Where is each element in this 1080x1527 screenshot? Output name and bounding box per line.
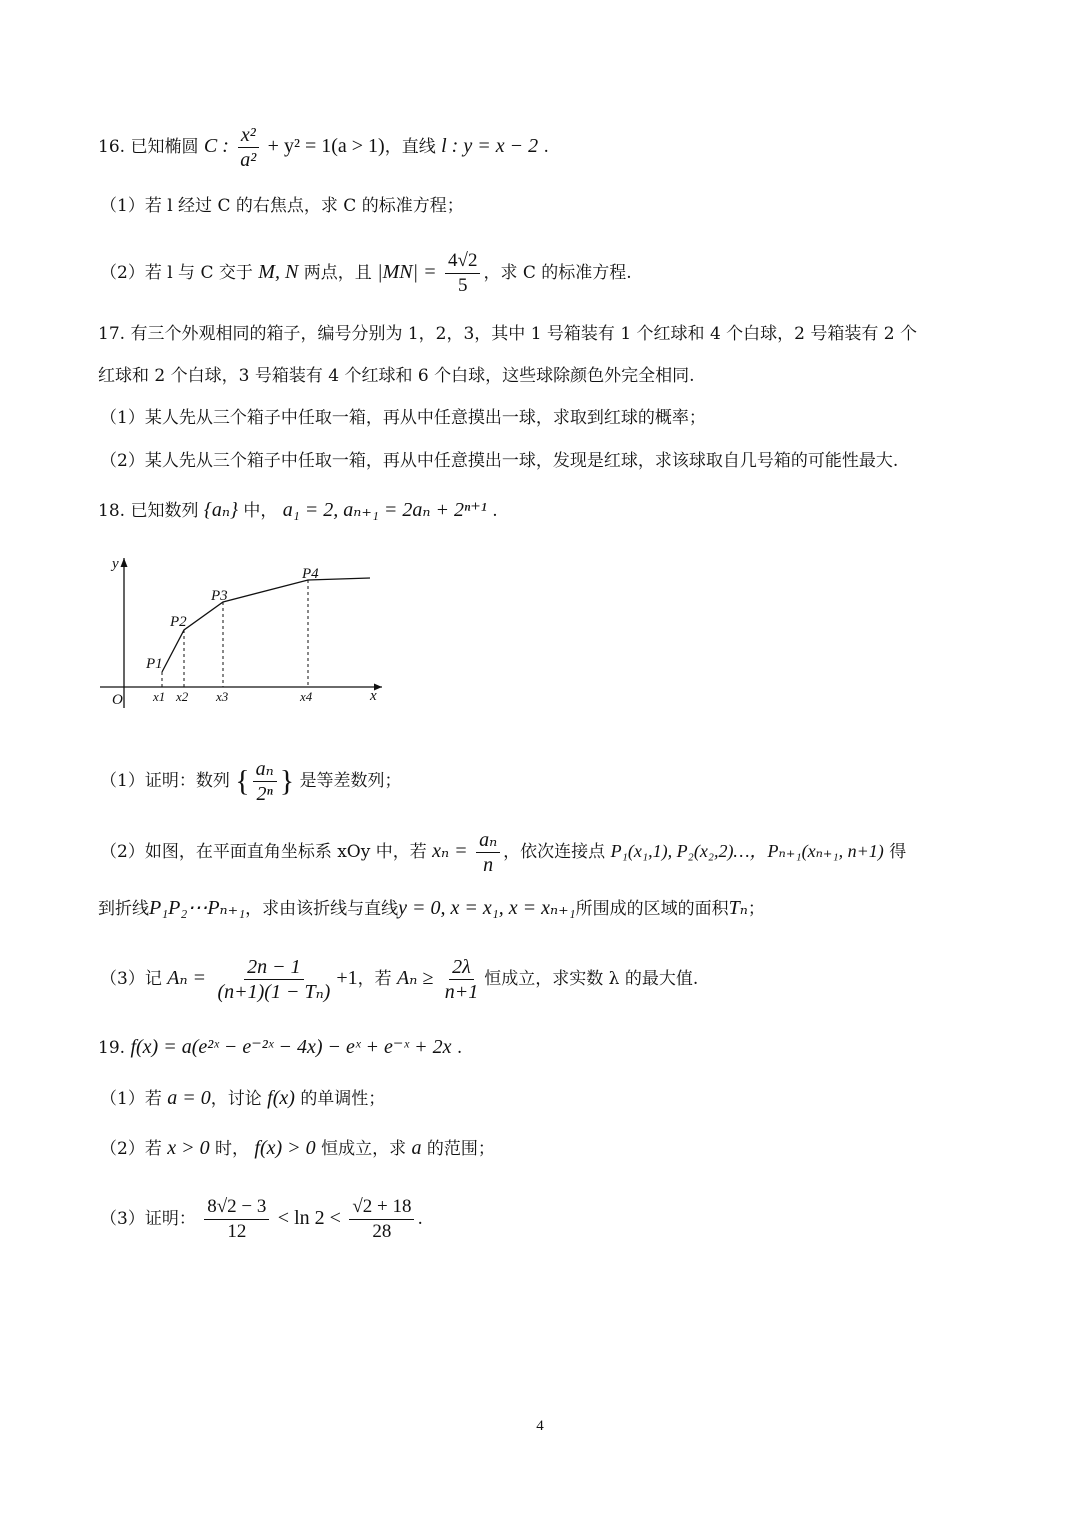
q19-lower-bound: $\frac{8√2 - 3}{12}$	[204, 1196, 269, 1243]
q18-recurrence: a₁ = 2, aₙ₊₁ = 2aₙ + 2ⁿ⁺¹	[282, 499, 487, 521]
q18-part-2-line-1: （2）如图，在平面直角坐标系 xOy 中，若 xₙ = $\frac{\text{aₙ}}{n}$ ，依次连接点 P₁(x₁,1), P₂(x₂,2)…，Pₙ₊₁(xₙ₊₁, n+1) 得	[100, 829, 907, 876]
q17-part-1: （1）某人先从三个箱子中任取一箱，再从中任意摸出一球，求取到红球的概率；	[100, 408, 706, 428]
point-label-p1: P1	[146, 656, 163, 672]
origin-label: O	[112, 692, 123, 708]
polyline-p1-p4	[162, 578, 370, 672]
q18-lambda-fraction: $\frac{2\lambda}{n+1}$	[444, 956, 479, 1003]
q16-part-2: （2）若 l 与 C 交于 M, N 两点，且 |MN| = $\frac{4√2}{5}$ ，求 C 的标准方程.	[100, 250, 632, 296]
q19-part-2: （2）若 x > 0 时， f(x) > 0 恒成立，求 a 的范围；	[100, 1137, 495, 1159]
q19-function: f(x) = a(e²ˣ − e⁻²ˣ − 4x) − eˣ + e⁻ˣ + 2x	[130, 1036, 452, 1058]
question-18: 18. 已知数列 {aₙ} 中， a₁ = 2, aₙ₊₁ = 2aₙ + 2ⁿ⁺¹ .	[98, 499, 498, 521]
point-label-p4: P4	[302, 566, 319, 582]
q18-part-2-line-2: 到折线P₁P₂⋯Pₙ₊₁，求由该折线与直线y = 0, x = x₁, x = xₙ₊₁所围成的区域的面积Tₙ；	[98, 897, 765, 919]
q18-part-3: （3）记 Aₙ = $\frac{2n - 1}{\text{(n+1)(1 − Tₙ)}}$ +1，若 Aₙ ≥ $\frac{2\lambda}{n+1}$ 恒成立，求实数 λ 的最大值.	[100, 956, 699, 1003]
question-16: 16. 已知椭圆 C : $\frac{\text{x²}}{\text{a²}}$ + y² = 1(a > 1)，直线 l : y = x − 2 .	[98, 124, 549, 171]
q16-eq-c: C :	[203, 135, 229, 157]
q16-lead: 16. 已知椭圆	[98, 137, 199, 157]
tick-label-x2: x2	[176, 689, 189, 704]
q16-mn-fraction: $\frac{4√2}{5}$	[445, 250, 480, 297]
y-axis-arrow	[121, 558, 128, 567]
q18-an-fraction: $\frac{2n - 1}{\text{(n+1)(1 − Tₙ)}}$	[217, 956, 331, 1003]
q17-line-1: 17. 有三个外观相同的箱子，编号分别为 1，2，3，其中 1 号箱装有 1 个红球和 4 个白球，2 号箱装有 2 个	[98, 324, 918, 344]
question-19: 19. f(x) = a(e²ˣ − e⁻²ˣ − 4x) − eˣ + e⁻ˣ + 2x .	[98, 1036, 463, 1058]
q19-part-1: （1）若 a = 0，讨论 f(x) 的单调性；	[100, 1087, 386, 1109]
q16-eq-rest: + y² = 1(a > 1)	[267, 135, 385, 157]
page-number: 4	[536, 1418, 544, 1434]
tick-label-x3: x3	[216, 689, 229, 704]
q16-fraction: $\frac{\text{x²}}{\text{a²}}$	[237, 124, 259, 171]
q18-graph	[96, 548, 396, 718]
point-label-p3: P3	[211, 588, 228, 604]
q17-line-2: 红球和 2 个白球，3 号箱装有 4 个红球和 6 个白球，这些球除颜色外完全相同.	[98, 366, 695, 386]
q19-upper-bound: $\frac{√2 + 18}{28}$	[349, 1196, 414, 1243]
q18-p1-fraction: $\frac{\text{aₙ}}{\text{2ⁿ}}$	[253, 758, 277, 805]
point-label-p2: P2	[170, 614, 187, 630]
q18-xn-fraction: $\frac{\text{aₙ}}{n}$	[476, 829, 500, 876]
tick-label-x1: x1	[153, 689, 166, 704]
q16-part-1: （1）若 l 经过 C 的右焦点，求 C 的标准方程；	[100, 196, 464, 216]
axis-label-y: y	[112, 556, 119, 572]
q18-points: P₁(x₁,1), P₂(x₂,2)…，Pₙ₊₁(xₙ₊₁, n+1)	[610, 841, 884, 861]
tick-label-x4: x4	[300, 689, 313, 704]
q18-sequence: {aₙ}	[203, 499, 238, 521]
axis-label-x: x	[370, 688, 377, 704]
q18-part-1: （1）证明：数列 { $\frac{\text{aₙ}}{\text{2ⁿ}}$ } 是等差数列；	[100, 758, 402, 805]
q17-part-2: （2）某人先从三个箱子中任取一箱，再从中任意摸出一球，发现是红球，求该球取自几号箱的可能性最大.	[100, 451, 899, 471]
q19-part-3: （3）证明： $\frac{8√2 - 3}{12}$ < ln 2 < $\frac{√2 + 18}{28}$ .	[100, 1196, 423, 1242]
q16-line-eq: l : y = x − 2	[441, 135, 539, 157]
